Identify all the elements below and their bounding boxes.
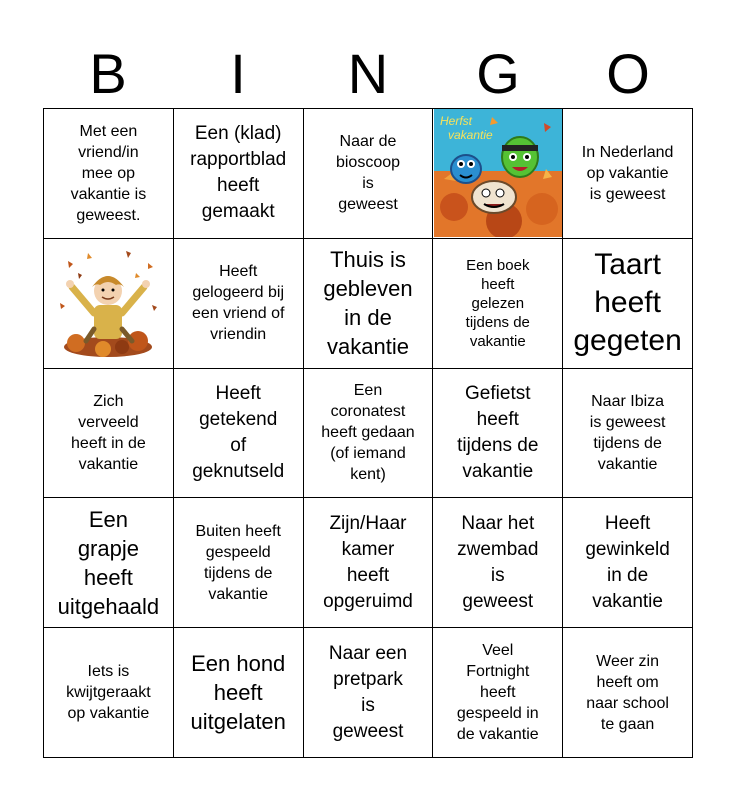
bingo-cell-r3-c5[interactable] bbox=[563, 369, 693, 499]
bingo-cell-r2-c3[interactable] bbox=[304, 239, 434, 369]
bingo-cell-text: Naar het zwembad is geweest bbox=[457, 512, 539, 612]
bingo-cell-r5-c1[interactable] bbox=[44, 628, 174, 758]
bingo-cell-text: Een grapje heeft uitgehaald bbox=[57, 506, 160, 619]
header-letter-o: O bbox=[606, 42, 650, 105]
bingo-cell-r5-c4[interactable] bbox=[433, 628, 563, 758]
bingo-cell-r1-c5[interactable] bbox=[563, 109, 693, 239]
bingo-cell-r3-c1[interactable] bbox=[44, 369, 174, 499]
bingo-cell-r3-c3[interactable] bbox=[304, 369, 434, 499]
bingo-cell-r4-c5[interactable] bbox=[563, 498, 693, 628]
bingo-cell-r1-c2[interactable] bbox=[174, 109, 304, 239]
bingo-cell-r4-c4[interactable] bbox=[433, 498, 563, 628]
bingo-cell-r2-c4[interactable] bbox=[433, 239, 563, 369]
bingo-cell-text: Een (klad) rapportblad heeft gemaakt bbox=[190, 123, 287, 223]
bingo-cell-r1-c3[interactable] bbox=[304, 109, 434, 239]
bingo-cell-text: Buiten heeft gespeeld tijdens de vakantie bbox=[195, 522, 281, 603]
bingo-cell-r3-c4[interactable] bbox=[433, 369, 563, 499]
bingo-cell-text: Weer zin heeft om naar school te gaan bbox=[586, 652, 669, 733]
monster-image-label-2: vakantie bbox=[447, 128, 493, 143]
herfstvakantie-monsters-image bbox=[434, 109, 562, 237]
header-letter-i: I bbox=[230, 42, 246, 105]
bingo-cell-text: Een boek heeft gelezen tijdens de vakantie bbox=[465, 256, 530, 350]
header-letter-b: B bbox=[89, 42, 127, 105]
bingo-cell-text: Heeft gewinkeld in de vakantie bbox=[585, 512, 670, 612]
bingo-cell-r5-c3[interactable] bbox=[304, 628, 434, 758]
bingo-cell-text: Naar Ibiza is geweest tijdens de vakantie bbox=[589, 392, 666, 473]
header-letter-g: G bbox=[476, 42, 520, 105]
child-in-autumn-leaves-image bbox=[48, 243, 168, 363]
monster-image-label: Herfst bbox=[439, 114, 472, 129]
bingo-cell-text: Heeft gelogeerd bij een vriend of vriendin bbox=[191, 263, 285, 344]
bingo-cell-r4-c3[interactable] bbox=[304, 498, 434, 628]
bingo-cell-text: Gefietst heeft tijdens de vakantie bbox=[457, 382, 539, 482]
bingo-cell-text: Zijn/Haar kamer heeft opgeruimd bbox=[323, 512, 413, 612]
bingo-cell-text: Heeft getekend of geknutseld bbox=[192, 382, 285, 482]
header-letter-n: N bbox=[347, 42, 389, 105]
bingo-cell-r5-c5[interactable] bbox=[563, 628, 693, 758]
bingo-cell-text: Iets is kwijtgeraakt op vakantie bbox=[66, 663, 151, 723]
bingo-cell-r2-c1[interactable] bbox=[44, 239, 174, 369]
bingo-cell-text: In Nederland op vakantie is geweest bbox=[581, 143, 674, 203]
bingo-cell-text: Taart heeft gegeten bbox=[573, 248, 682, 358]
bingo-cell-r4-c2[interactable] bbox=[174, 498, 304, 628]
bingo-cell-r1-c1[interactable] bbox=[44, 109, 174, 239]
bingo-header bbox=[43, 40, 693, 108]
bingo-cell-text: Een hond heeft uitgelaten bbox=[190, 651, 286, 735]
bingo-cell-text: Thuis is gebleven in de vakantie bbox=[323, 247, 413, 360]
bingo-cell-r5-c2[interactable] bbox=[174, 628, 304, 758]
bingo-cell-text: Met een vriend/in mee op vakantie is geweest. bbox=[70, 122, 147, 224]
bingo-grid bbox=[43, 108, 693, 758]
bingo-cell-r4-c1[interactable] bbox=[44, 498, 174, 628]
bingo-cell-r3-c2[interactable] bbox=[174, 369, 304, 499]
bingo-cell-text: Zich verveeld heeft in de vakantie bbox=[71, 392, 146, 473]
bingo-cell-text: Naar de bioscoop is geweest bbox=[335, 133, 401, 214]
bingo-cell-text: Veel Fortnight heeft gespeeld in de vakantie bbox=[456, 642, 539, 744]
bingo-cell-r2-c2[interactable] bbox=[174, 239, 304, 369]
bingo-cell-r1-c4[interactable] bbox=[433, 109, 563, 239]
bingo-cell-text: Naar een pretpark is geweest bbox=[328, 642, 408, 742]
bingo-cell-r2-c5[interactable] bbox=[563, 239, 693, 369]
bingo-cell-text: Een coronatest heeft gedaan (of iemand kent) bbox=[321, 382, 415, 484]
